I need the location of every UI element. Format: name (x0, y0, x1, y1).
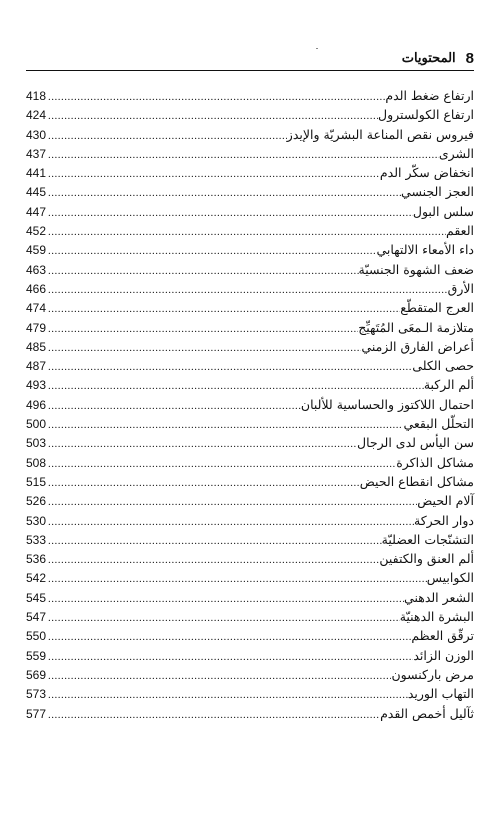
toc-entry[interactable] (26, 125, 474, 144)
dot-leader (46, 628, 411, 647)
dot-leader (46, 532, 382, 551)
toc-entry-title: الوزن الزائد (413, 647, 474, 663)
table-of-contents (26, 86, 474, 723)
toc-entry-title: آلام الحيض (417, 493, 474, 509)
dot-leader (46, 300, 400, 319)
dot-leader (46, 513, 414, 532)
toc-entry[interactable] (26, 511, 474, 530)
dot-leader (46, 88, 385, 107)
toc-entry[interactable] (26, 375, 474, 394)
toc-entry[interactable] (26, 86, 474, 105)
toc-entry-title: ثآليل أخمص القدم (380, 705, 474, 721)
page-number: 8 (465, 49, 474, 67)
toc-entry[interactable] (26, 279, 474, 298)
toc-entry-title: داء الأمعاء الالتهابي (376, 242, 474, 258)
toc-entry-title: انخفاض سكّر الدم (379, 165, 474, 181)
toc-entry[interactable] (26, 665, 474, 684)
toc-entry-page-number: 487 (26, 359, 47, 374)
toc-entry-title: ارتفاع ضغط الدم (385, 88, 474, 103)
toc-entry-title: العجز الجنسي (401, 184, 474, 200)
toc-entry[interactable] (26, 318, 474, 337)
toc-entry-title: التحلّل البقعي (403, 416, 474, 432)
dot-leader (46, 184, 401, 203)
dot-leader (46, 242, 376, 261)
dot-leader (46, 686, 408, 705)
dot-leader (46, 165, 380, 184)
dot-leader (46, 435, 357, 454)
dot-leader (46, 262, 358, 281)
toc-entry-title: البشرة الدهنيّة (399, 609, 474, 625)
toc-entry[interactable] (26, 337, 474, 356)
toc-entry-title: ارتفاع الكولسترول (378, 107, 474, 123)
toc-entry-page-number: 503 (26, 436, 47, 451)
toc-entry-title: التهاب الوريد (407, 686, 474, 702)
toc-entry-page-number: 466 (26, 281, 47, 296)
toc-entry-title: الكوابيس (426, 570, 474, 586)
toc-entry[interactable] (26, 549, 474, 568)
toc-entry-page-number: 430 (26, 127, 47, 142)
toc-entry[interactable] (26, 202, 474, 221)
dot-leader (46, 127, 287, 146)
toc-entry[interactable] (26, 684, 474, 703)
toc-entry-page-number: 577 (26, 706, 47, 721)
toc-entry-title: احتمال اللاكتوز والحساسية للألبان (300, 396, 474, 412)
toc-entry-title: العرج المتقطّع (400, 300, 474, 316)
toc-entry-page-number: 479 (26, 320, 47, 335)
toc-entry-title: فيروس نقص المناعة البشريّة والإيدز (286, 126, 474, 142)
toc-entry-page-number: 437 (26, 146, 47, 161)
toc-entry[interactable] (26, 163, 474, 182)
toc-entry[interactable] (26, 704, 474, 723)
toc-entry-title: مرض باركنسون (391, 666, 474, 682)
toc-entry-title: سلس البول (412, 203, 474, 219)
toc-entry[interactable] (26, 433, 474, 452)
toc-entry[interactable] (26, 568, 474, 587)
dot-leader (46, 648, 413, 667)
dot-leader (46, 493, 417, 512)
toc-entry[interactable] (26, 298, 474, 317)
page-title: المحتويات (401, 50, 456, 65)
toc-entry-page-number: 500 (26, 417, 47, 432)
dot-leader (46, 667, 391, 686)
toc-entry-page-number: 485 (26, 339, 47, 354)
toc-entry-page-number: 536 (26, 552, 47, 567)
toc-entry-page-number: 508 (26, 455, 47, 470)
dot-leader (46, 397, 301, 416)
toc-entry-page-number: 545 (26, 590, 47, 605)
dot-leader (46, 358, 412, 377)
toc-entry[interactable] (26, 105, 474, 124)
toc-entry-page-number: 542 (26, 571, 47, 586)
toc-entry-title: دوار الحركة (414, 512, 474, 528)
dot-leader (46, 416, 403, 435)
dot-leader (46, 320, 358, 339)
toc-entry-title: ألم الركبة (423, 377, 474, 393)
toc-entry[interactable] (26, 472, 474, 491)
toc-entry-title: الشعر الدهني (404, 589, 474, 605)
dot-leader (46, 474, 360, 493)
toc-entry-page-number: 418 (26, 89, 47, 103)
toc-entry[interactable] (26, 607, 474, 626)
toc-entry[interactable] (26, 144, 474, 163)
toc-entry-page-number: 474 (26, 301, 47, 316)
toc-entry[interactable] (26, 646, 474, 665)
toc-entry-page-number: 550 (26, 629, 47, 644)
toc-entry[interactable] (26, 530, 474, 549)
toc-entry-page-number: 573 (26, 687, 47, 702)
dot-leader (46, 339, 361, 358)
toc-entry-title: أعراض الفارق الزمني (361, 338, 474, 354)
toc-entry-title: العقم (446, 223, 474, 239)
toc-entry-title: سن اليأس لدى الرجال (357, 435, 474, 451)
toc-entry-title: متلازمة الـمعَى المُتَهيِّج (358, 319, 474, 335)
dot-leader (46, 551, 379, 570)
toc-entry-page-number: 526 (26, 494, 47, 509)
toc-entry-page-number: 447 (26, 204, 47, 219)
toc-entry-title: ترقّق العظم (411, 628, 474, 644)
toc-entry-title: مشاكل انقطاع الحيض (359, 473, 474, 489)
toc-entry[interactable] (26, 626, 474, 645)
dot-leader (46, 204, 413, 223)
toc-entry-title: التشنّجات العضليّة (381, 531, 474, 547)
toc-entry-page-number: 515 (26, 474, 47, 489)
toc-entry[interactable] (26, 395, 474, 414)
toc-entry-page-number: 445 (26, 185, 47, 200)
dot-leader (46, 609, 400, 628)
toc-entry-title: ضعف الشهوة الجنسيّة (358, 261, 474, 277)
toc-entry[interactable] (26, 491, 474, 510)
toc-entry[interactable] (26, 453, 474, 472)
toc-entry-page-number: 459 (26, 243, 47, 258)
dot-leader (46, 590, 404, 609)
toc-entry-page-number: 452 (26, 224, 47, 239)
toc-entry-title: الشرى (438, 145, 474, 161)
toc-entry-page-number: 493 (26, 378, 47, 393)
page-header (26, 46, 474, 71)
toc-entry-page-number: 569 (26, 667, 47, 682)
toc-entry[interactable] (26, 182, 474, 201)
dot-leader (46, 570, 427, 589)
toc-entry-title: مشاكل الذاكرة (396, 454, 474, 470)
toc-entry-page-number: 530 (26, 513, 47, 528)
toc-entry[interactable] (26, 414, 474, 433)
toc-entry-page-number: 463 (26, 262, 47, 277)
toc-entry-page-number: 533 (26, 532, 47, 547)
toc-entry-page-number: 547 (26, 610, 47, 625)
toc-entry-page-number: 441 (26, 166, 47, 181)
toc-entry[interactable] (26, 356, 474, 375)
toc-entry[interactable] (26, 221, 474, 240)
toc-entry[interactable] (26, 588, 474, 607)
toc-entry-page-number: 424 (26, 108, 47, 123)
dot-leader (46, 706, 380, 725)
toc-entry[interactable] (26, 260, 474, 279)
toc-entry-title: الأرق (447, 280, 474, 296)
toc-entry-title: حصى الكلى (412, 358, 474, 374)
toc-entry-title: ألم العنق والكتفين (379, 551, 474, 567)
dot-leader (46, 455, 396, 474)
toc-entry-page-number: 559 (26, 648, 47, 663)
dot-leader (46, 281, 448, 300)
toc-entry-page-number: 496 (26, 397, 47, 412)
toc-entry[interactable] (26, 240, 474, 259)
